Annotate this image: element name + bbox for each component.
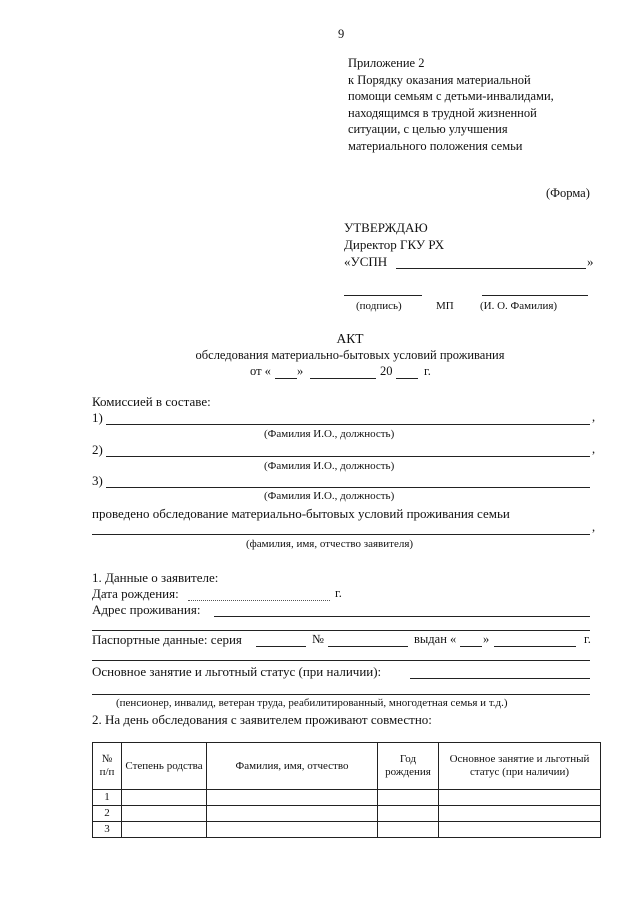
survey-statement: проведено обследование материально-бытовых условий проживания семьи bbox=[92, 506, 510, 521]
table-row bbox=[93, 822, 601, 838]
passport-day-line[interactable] bbox=[460, 646, 482, 647]
occupation-line-1[interactable] bbox=[410, 678, 590, 679]
table-cell[interactable] bbox=[439, 790, 601, 806]
address-line-1[interactable] bbox=[214, 616, 590, 617]
act-year-prefix: 20 bbox=[380, 364, 393, 378]
birth-date-suffix: г. bbox=[335, 586, 342, 600]
household-members-table bbox=[92, 742, 601, 838]
address-label: Адрес проживания: bbox=[92, 602, 201, 617]
act-title: АКТ bbox=[336, 331, 364, 346]
table-cell[interactable] bbox=[378, 822, 439, 838]
approval-org-suffix: » bbox=[587, 254, 594, 269]
passport-number-sign: № bbox=[312, 632, 324, 646]
appendix-title: Приложение 2 bbox=[348, 56, 425, 70]
table-cell[interactable] bbox=[122, 822, 207, 838]
table-header-relation: Степень родства bbox=[122, 743, 207, 790]
member-hint: (Фамилия И.О., должность) bbox=[264, 428, 395, 440]
name-hint: (И. О. Фамилия) bbox=[480, 300, 558, 312]
member-hint: (Фамилия И.О., должность) bbox=[264, 460, 395, 472]
table-header-birth-year: Год рождения bbox=[378, 743, 439, 790]
act-subtitle: обследования материально-бытовых условий проживания bbox=[195, 348, 505, 362]
passport-issued-close: » bbox=[483, 632, 490, 646]
name-line[interactable] bbox=[482, 295, 588, 296]
appendix-line: материального положения семьи bbox=[348, 138, 523, 153]
table-cell-number: 3 bbox=[93, 822, 122, 838]
address-line-2[interactable] bbox=[92, 630, 590, 631]
act-date-suffix: г. bbox=[424, 364, 431, 378]
table-cell[interactable] bbox=[439, 822, 601, 838]
table-header-occupation: Основное занятие и льготный статус (при наличии) bbox=[439, 743, 601, 790]
passport-label: Паспортные данные: серия bbox=[92, 632, 242, 647]
member-hint: (Фамилия И.О., должность) bbox=[264, 490, 395, 502]
signature-line[interactable] bbox=[344, 295, 422, 296]
form-label: (Форма) bbox=[546, 186, 590, 200]
occupation-hint: (пенсионер, инвалид, ветеран труда, реабилитированный, многодетная семья и т.д.) bbox=[116, 697, 508, 709]
passport-suffix: г. bbox=[584, 632, 591, 646]
member-comma: , bbox=[592, 442, 596, 456]
table-cell-number: 1 bbox=[93, 790, 122, 806]
table-row bbox=[93, 806, 601, 822]
passport-month-line[interactable] bbox=[494, 646, 576, 647]
approval-org-prefix: «УСПН bbox=[344, 254, 388, 269]
passport-issuer-line[interactable] bbox=[92, 660, 590, 661]
act-date-close: » bbox=[297, 364, 304, 378]
act-day-line[interactable] bbox=[275, 378, 297, 379]
appendix-block bbox=[348, 55, 554, 154]
org-name-line[interactable] bbox=[396, 268, 586, 269]
appendix-line: ситуации, с целью улучшения bbox=[348, 122, 508, 136]
appendix-line: находящимся в трудной жизненной bbox=[348, 105, 537, 120]
appendix-line: помощи семьям с детьми-инвалидами, bbox=[348, 89, 554, 103]
table-row bbox=[93, 790, 601, 806]
approval-director: Директор ГКУ РХ bbox=[344, 237, 445, 252]
page-number: 9 bbox=[338, 27, 345, 41]
member-1-line[interactable] bbox=[106, 424, 590, 425]
table-cell[interactable] bbox=[122, 806, 207, 822]
section1-title: 1. Данные о заявителе: bbox=[92, 570, 219, 585]
table-cell[interactable] bbox=[378, 790, 439, 806]
passport-issued-label: выдан « bbox=[414, 632, 457, 646]
birth-date-label: Дата рождения: bbox=[92, 586, 179, 601]
act-date-from: от « bbox=[250, 364, 271, 378]
member-number: 3) bbox=[92, 473, 103, 488]
table-header-row bbox=[93, 743, 601, 790]
table-cell[interactable] bbox=[207, 806, 378, 822]
applicant-comma: , bbox=[592, 520, 596, 534]
member-number: 1) bbox=[92, 410, 103, 425]
section2-title: 2. На день обследования с заявителем проживают совместно: bbox=[92, 712, 432, 727]
member-comma: , bbox=[592, 410, 596, 424]
act-month-line[interactable] bbox=[310, 378, 376, 379]
signature-hint: (подпись) bbox=[356, 300, 402, 312]
member-3-line[interactable] bbox=[106, 487, 590, 488]
appendix-line: к Порядку оказания материальной bbox=[348, 72, 531, 87]
occupation-label: Основное занятие и льготный статус (при наличии): bbox=[92, 664, 382, 679]
applicant-hint: (фамилия, имя, отчество заявителя) bbox=[246, 538, 414, 550]
birth-date-line[interactable] bbox=[188, 600, 330, 601]
act-year-line[interactable] bbox=[396, 378, 418, 379]
table-header-name: Фамилия, имя, отчество bbox=[207, 743, 378, 790]
approval-title: УТВЕРЖДАЮ bbox=[344, 220, 428, 235]
stamp-hint: МП bbox=[436, 300, 454, 312]
table-cell[interactable] bbox=[439, 806, 601, 822]
member-number: 2) bbox=[92, 442, 103, 457]
passport-number-line[interactable] bbox=[328, 646, 408, 647]
member-2-line[interactable] bbox=[106, 456, 590, 457]
commission-label: Комиссией в составе: bbox=[92, 394, 211, 409]
table-cell[interactable] bbox=[122, 790, 207, 806]
table-cell[interactable] bbox=[378, 806, 439, 822]
occupation-line-2[interactable] bbox=[92, 694, 590, 695]
table-header-number: № п/п bbox=[93, 743, 122, 790]
table-cell[interactable] bbox=[207, 790, 378, 806]
table-cell-number: 2 bbox=[93, 806, 122, 822]
table-cell[interactable] bbox=[207, 822, 378, 838]
applicant-name-line[interactable] bbox=[92, 534, 590, 535]
passport-series-line[interactable] bbox=[256, 646, 306, 647]
